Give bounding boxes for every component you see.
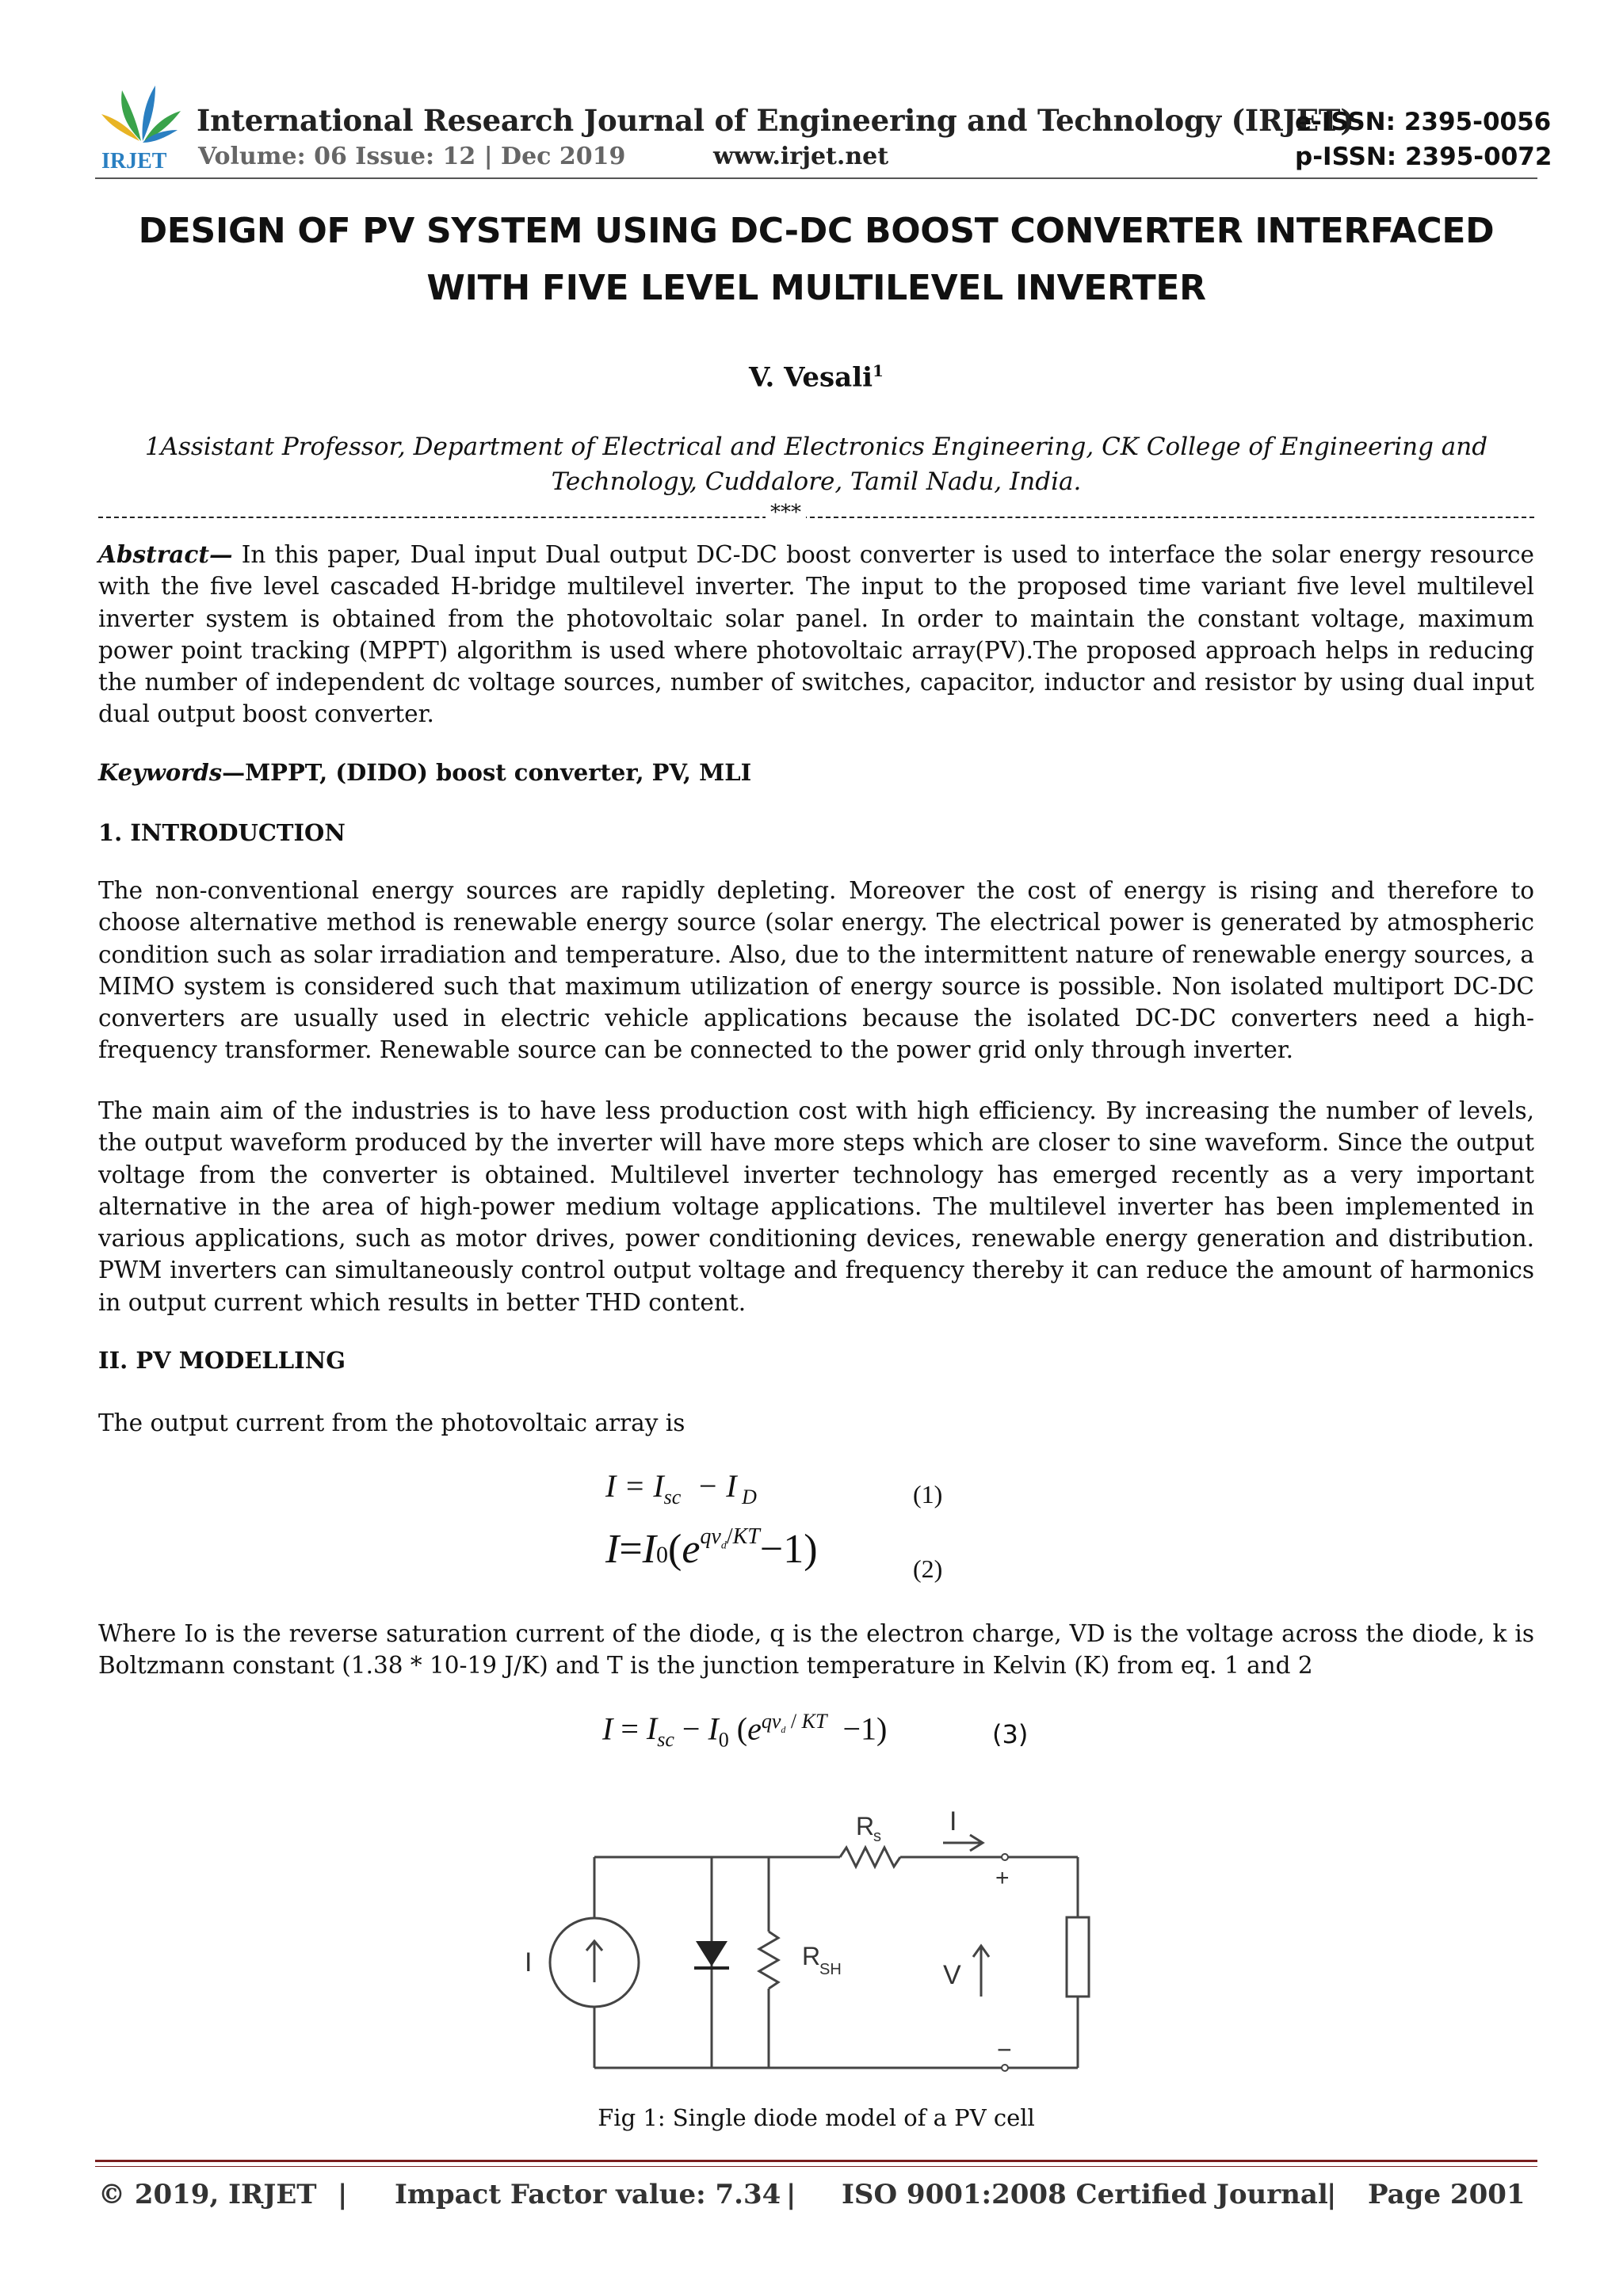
author-name (95, 361, 1537, 393)
footer-divider: | (786, 2179, 796, 2210)
introduction-paragraph-2: The main aim of the industries is to have less production cost with high efficiency. By increasing the number of levels, the output waveform produced by the inverter will have more steps which are closer to sine waveform. Since the output voltage from the converter is obtained. Multilevel inverter technology has emerged recently as a very important alternative in the area of high-power medium voltage applications. The multilevel inverter has been implemented in various applications, such as motor drives, power conditioning devices, renewable energy generation and distribution. PWM inverters can simultaneously control output voltage and frequency thereby it can reduce the amount of harmonics in output current which results in better THD content. (98, 1097, 1534, 1316)
label-rsh: R (802, 1942, 821, 1970)
e-issn: e-ISSN: 2395-0056 (1295, 108, 1552, 136)
diode-icon (696, 1941, 727, 1966)
equation-2: $I=I0(e^{qv_d/KT}-1)$ (605, 1524, 818, 1572)
keywords-text: —MPPT, (DIDO) boost converter, PV, MLI (222, 759, 752, 786)
label-plus: + (995, 1865, 1010, 1891)
section-heading-introduction: 1. INTRODUCTION (98, 819, 346, 846)
footer-impact-factor: Impact Factor value: 7.34 (395, 2179, 781, 2210)
header-divider (95, 177, 1537, 179)
equation-1-number: (1) (913, 1480, 943, 1508)
irjet-logo (95, 79, 189, 173)
load-resistor (1067, 1917, 1089, 1997)
journal-website[interactable]: www.irjet.net (713, 143, 889, 170)
journal-name: International Research Journal of Engineering and Technology (IRJET) (197, 103, 1354, 138)
label-output-current: I (949, 1806, 957, 1836)
pv-intro-sentence: The output current from the photovoltaic array is (98, 1409, 685, 1436)
logo-text: IRJET (101, 149, 167, 174)
equation-1: $I = I_{sc} - I$ $_D$ (605, 1468, 757, 1508)
author-name-text: V. Vesali (749, 361, 873, 394)
paper-title-line-1: DESIGN OF PV SYSTEM USING DC-DC BOOST CONVERTER INTERFACED (138, 211, 1495, 251)
author-affiliation-mark: 1 (873, 361, 884, 380)
footer-divider: | (338, 2179, 348, 2210)
label-rs-subscript: s (873, 1828, 881, 1845)
section-separator (98, 517, 1534, 518)
footer-rule-thin (95, 2166, 1537, 2167)
p-issn: p-ISSN: 2395-0072 (1295, 143, 1552, 171)
affiliation-line-2: Technology, Cuddalore, Tamil Nadu, India. (551, 467, 1082, 496)
keywords (98, 759, 751, 786)
shunt-resistor-rsh (759, 1932, 778, 1989)
footer-iso-certification: ISO 9001:2008 Certified Journal (842, 2179, 1328, 2210)
label-source-current: I (525, 1947, 533, 1978)
pv-variables-description: Where Io is the reverse saturation current of the diode, q is the electron charge, VD is the voltage across the diode, k is Boltzmann constant (1.38 * 10-19 J/K) and T is the junction temperature in Kelvin (K) from eq. 1 and 2 (98, 1620, 1534, 1680)
footer-page-number: Page 2001 (1368, 2179, 1526, 2210)
label-minus: − (997, 2035, 1012, 2064)
equation-2-number: (2) (913, 1554, 943, 1583)
affiliation-line-1: 1Assistant Professor, Department of Electrical and Electronics Engineering, CK College of Engineering and (144, 433, 1488, 461)
separator-stars: *** (766, 501, 806, 524)
label-rs: R (856, 1812, 875, 1840)
abstract-label: Abstract— (98, 540, 233, 568)
abstract (98, 539, 1534, 730)
footer-divider: | (1327, 2179, 1337, 2210)
series-resistor-rs (840, 1848, 900, 1867)
logo-leaves-icon (101, 86, 181, 143)
single-diode-circuit-diagram (525, 1798, 1102, 2092)
volume-issue: Volume: 06 Issue: 12 | Dec 2019 (198, 143, 626, 170)
keywords-label: Keywords (98, 759, 223, 786)
equation-3: $I = I_{sc} - I_0$ $(e^{qv_d / KT} -1)$ (602, 1710, 888, 1752)
equation-3-number: (3) (992, 1719, 1029, 1749)
terminal-negative (1002, 2065, 1008, 2071)
abstract-text: In this paper, Dual input Dual output DC-DC boost converter is used to interface the solar energy resource with the five level cascaded H-bridge multilevel inverter. The input to the proposed time variant five level multilevel inverter system is obtained from the photovoltaic solar panel. In order to maintain the constant voltage, maximum power point tracking (MPPT) algorithm is used where photovoltaic array(PV).The proposed approach helps in reducing the number of independent dc voltage sources, number of switches, capacitor, inductor and resistor by using dual input dual output boost converter. (98, 541, 1534, 728)
footer-copyright: © 2019, IRJET (98, 2179, 317, 2210)
paper-title-line-2: WITH FIVE LEVEL MULTILEVEL INVERTER (426, 268, 1206, 308)
figure-caption: Fig 1: Single diode model of a PV cell (598, 2104, 1035, 2131)
footer-rule-thick (95, 2160, 1537, 2162)
introduction-paragraph-1: The non-conventional energy sources are rapidly depleting. Moreover the cost of energy is rising and therefore to choose alternative method is renewable energy source (solar energy. The electrical power is generated by atmospheric condition such as solar irradiation and temperature. Also, due to the intermittent nature of renewable energy sources, a MIMO system is considered such that maximum utilization of energy source is possible. Non isolated multiport DC-DC converters are usually used in electric vehicle applications because the isolated DC-DC converters need a high-frequency transformer. Renewable source can be connected to the power grid only through inverter. (98, 877, 1534, 1064)
terminal-positive (1002, 1854, 1008, 1860)
label-rsh-subscript: SH (819, 1961, 842, 1978)
section-heading-pv-modelling: II. PV MODELLING (98, 1347, 346, 1374)
label-voltage: V (943, 1960, 961, 1990)
